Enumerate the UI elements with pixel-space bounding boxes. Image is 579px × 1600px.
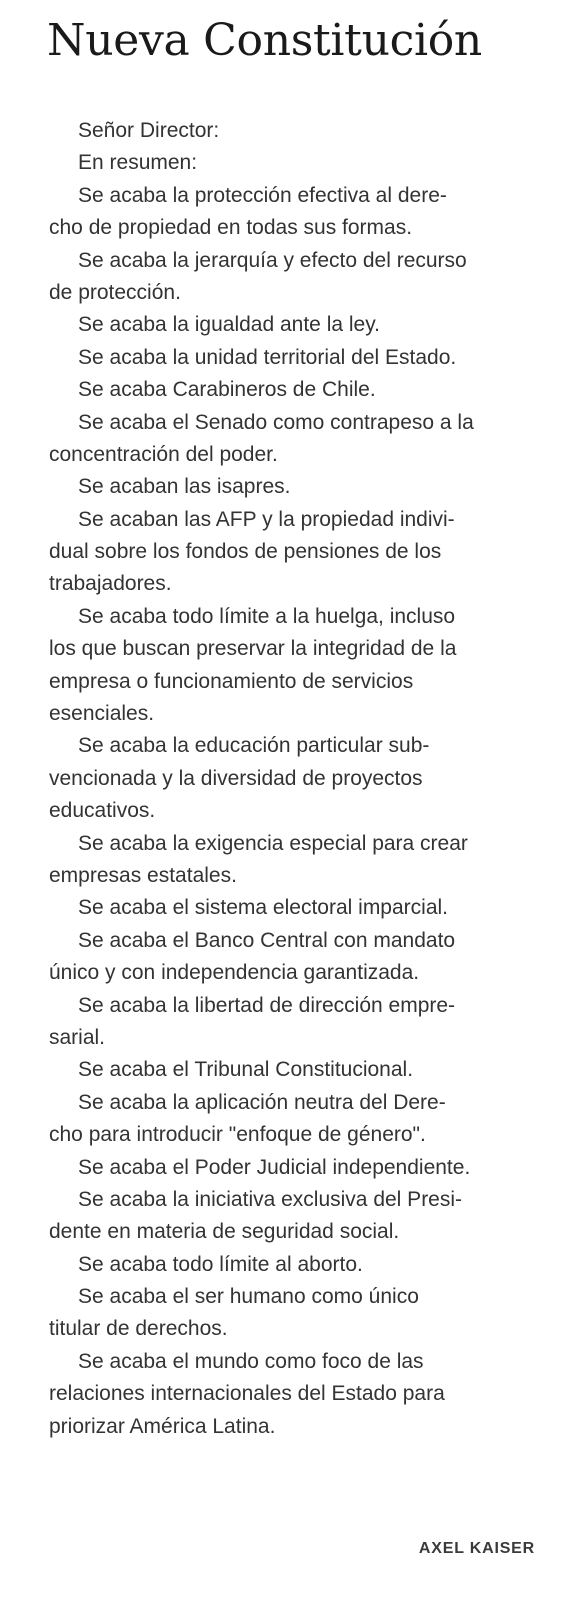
letter-line: Se acaban las isapres. [78,475,291,499]
letter-line: dual sobre los fondos de pensiones de los [49,540,442,564]
letter-line: empresa o funcionamiento de servicios [49,669,414,693]
letter-headline: Nueva Constitución [47,15,482,66]
letter-line: Se acaba todo límite al aborto. [78,1252,363,1276]
letter-line: vencionada y la diversidad de proyectos [49,766,423,790]
letter-line: educativos. [49,799,156,823]
letter-line: Se acaban las AFP y la propiedad indivi- [78,507,455,531]
letter-line: relaciones internacionales del Estado para [49,1382,445,1406]
letter-line: Se acaba la igualdad ante la ley. [78,313,380,337]
letter-line: trabajadores. [49,572,172,596]
letter-line: Señor Director: [78,119,220,142]
letter-line: Se acaba la libertad de dirección empre- [78,993,456,1017]
letter-line: Se acaba la educación particular sub- [78,734,430,758]
letter-line: Se acaba la aplicación neutra del Dere- [78,1090,446,1114]
letter-line: Se acaba la iniciativa exclusiva del Presi- [78,1187,463,1211]
letter-line: Se acaba la protección efectiva al dere- [78,183,447,207]
letter-line: cho para introducir "enfoque de género". [49,1123,426,1147]
letter-line: Se acaba la jerarquía y efecto del recurso [78,248,467,272]
letter-line: titular de derechos. [49,1317,228,1341]
letter-line: Se acaba el Senado como contrapeso a la [78,410,474,434]
letter-line: Se acaba el ser humano como único [78,1285,419,1309]
letter-line: Se acaba el Tribunal Constitucional. [78,1058,414,1082]
letter-body [49,115,539,1443]
letter-line: de protección. [49,280,181,304]
letter-line: Se acaba el sistema electoral imparcial. [78,896,449,920]
letter-line: priorizar América Latina. [49,1414,276,1438]
letter-line: empresas estatales. [49,863,237,887]
letter-line: único y con independencia garantizada. [49,961,420,985]
letter-line: sarial. [49,1025,106,1049]
letter-line: los que buscan preservar la integridad de la [49,637,457,661]
letter-line: Se acaba el mundo como foco de las [78,1349,424,1373]
letter-line: Se acaba el Banco Central con mandato [78,928,456,952]
letter-line: Se acaba todo límite a la huelga, incluso [78,604,456,628]
letter-line: Se acaba el Poder Judicial independiente. [78,1155,471,1179]
letter-line: Se acaba la unidad territorial del Estado. [78,345,457,369]
letter-line: dente en materia de seguridad social. [49,1220,400,1244]
letter-signature: AXEL KAISER [418,1540,535,1557]
letter-line: En resumen: [78,151,198,175]
letter-line: esenciales. [49,702,155,726]
letter-line: Se acaba la exigencia especial para crear [78,831,468,855]
letter-line: cho de propiedad en todas sus formas. [49,216,413,240]
letter-line: Se acaba Carabineros de Chile. [78,378,376,402]
letter-line: concentración del poder. [49,442,278,466]
